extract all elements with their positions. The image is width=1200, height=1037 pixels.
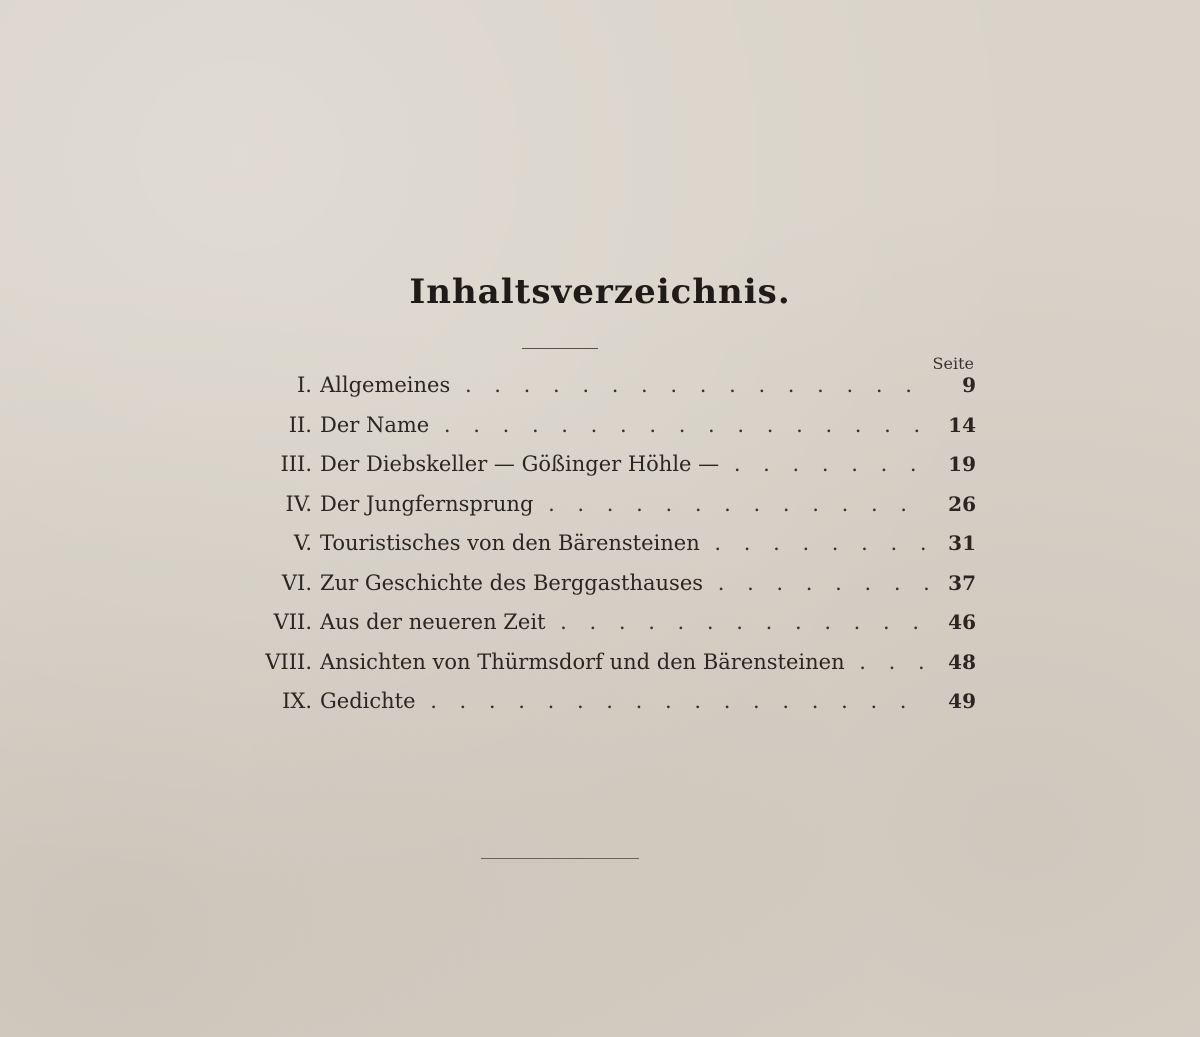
toc-entry-page: 37	[948, 570, 976, 595]
toc-entry-page: 19	[948, 452, 976, 476]
toc-entry	[120, 524, 976, 564]
toc-entry	[120, 643, 976, 683]
toc-entry-number: VI.	[281, 570, 312, 595]
toc-entry	[120, 682, 976, 722]
toc-entry-page: 48	[948, 649, 976, 674]
toc-entry	[120, 564, 976, 604]
toc-entry	[120, 366, 976, 406]
page-column-label: Seite	[932, 354, 974, 373]
toc-entry-title: Der Name . . .	[320, 406, 928, 446]
title-divider	[522, 348, 598, 349]
toc-entry-title: Der Diebskeller — Gößinger Höhle — . . .	[320, 445, 928, 485]
toc-entry-title: Der Jungfernsprung . . .	[320, 485, 928, 525]
toc-entry-number: IV.	[285, 491, 312, 516]
toc-entry-page: 49	[948, 689, 976, 713]
toc-entry-number: IX.	[282, 689, 312, 713]
toc-entry-title: Zur Geschichte des Berggasthauses . . .	[320, 564, 928, 604]
toc-entry	[120, 603, 976, 643]
toc-entry-number: I.	[297, 373, 312, 397]
toc-entry	[120, 445, 976, 485]
toc-entry-title: Allgemeines . . .	[320, 366, 928, 406]
toc-entry-number: V.	[293, 531, 312, 555]
toc-entry-page: 14	[948, 412, 976, 437]
toc-entry-page: 31	[948, 531, 976, 555]
toc-entry-number: VII.	[273, 610, 312, 634]
toc-entry-page: 9	[962, 373, 976, 397]
toc-entry-title: Touristisches von den Bärensteinen . . .	[320, 524, 928, 564]
toc-entry-number: II.	[288, 412, 312, 437]
toc-entry-number: VIII.	[265, 649, 312, 674]
toc-entry-page: 26	[948, 491, 976, 516]
toc-entry	[120, 406, 976, 446]
table-of-contents	[120, 366, 976, 722]
toc-entry	[120, 485, 976, 525]
toc-entry-title: Ansichten von Thürmsdorf und den Bärensteinen . . .	[320, 643, 928, 683]
closing-divider	[481, 858, 639, 859]
toc-entry-page: 46	[948, 610, 976, 634]
toc-entry-number: III.	[280, 452, 312, 476]
toc-entry-title: Gedichte . . .	[320, 682, 928, 722]
page-title: Inhaltsverzeichnis.	[409, 272, 791, 312]
toc-entry-title: Aus der neueren Zeit . . .	[320, 603, 928, 643]
